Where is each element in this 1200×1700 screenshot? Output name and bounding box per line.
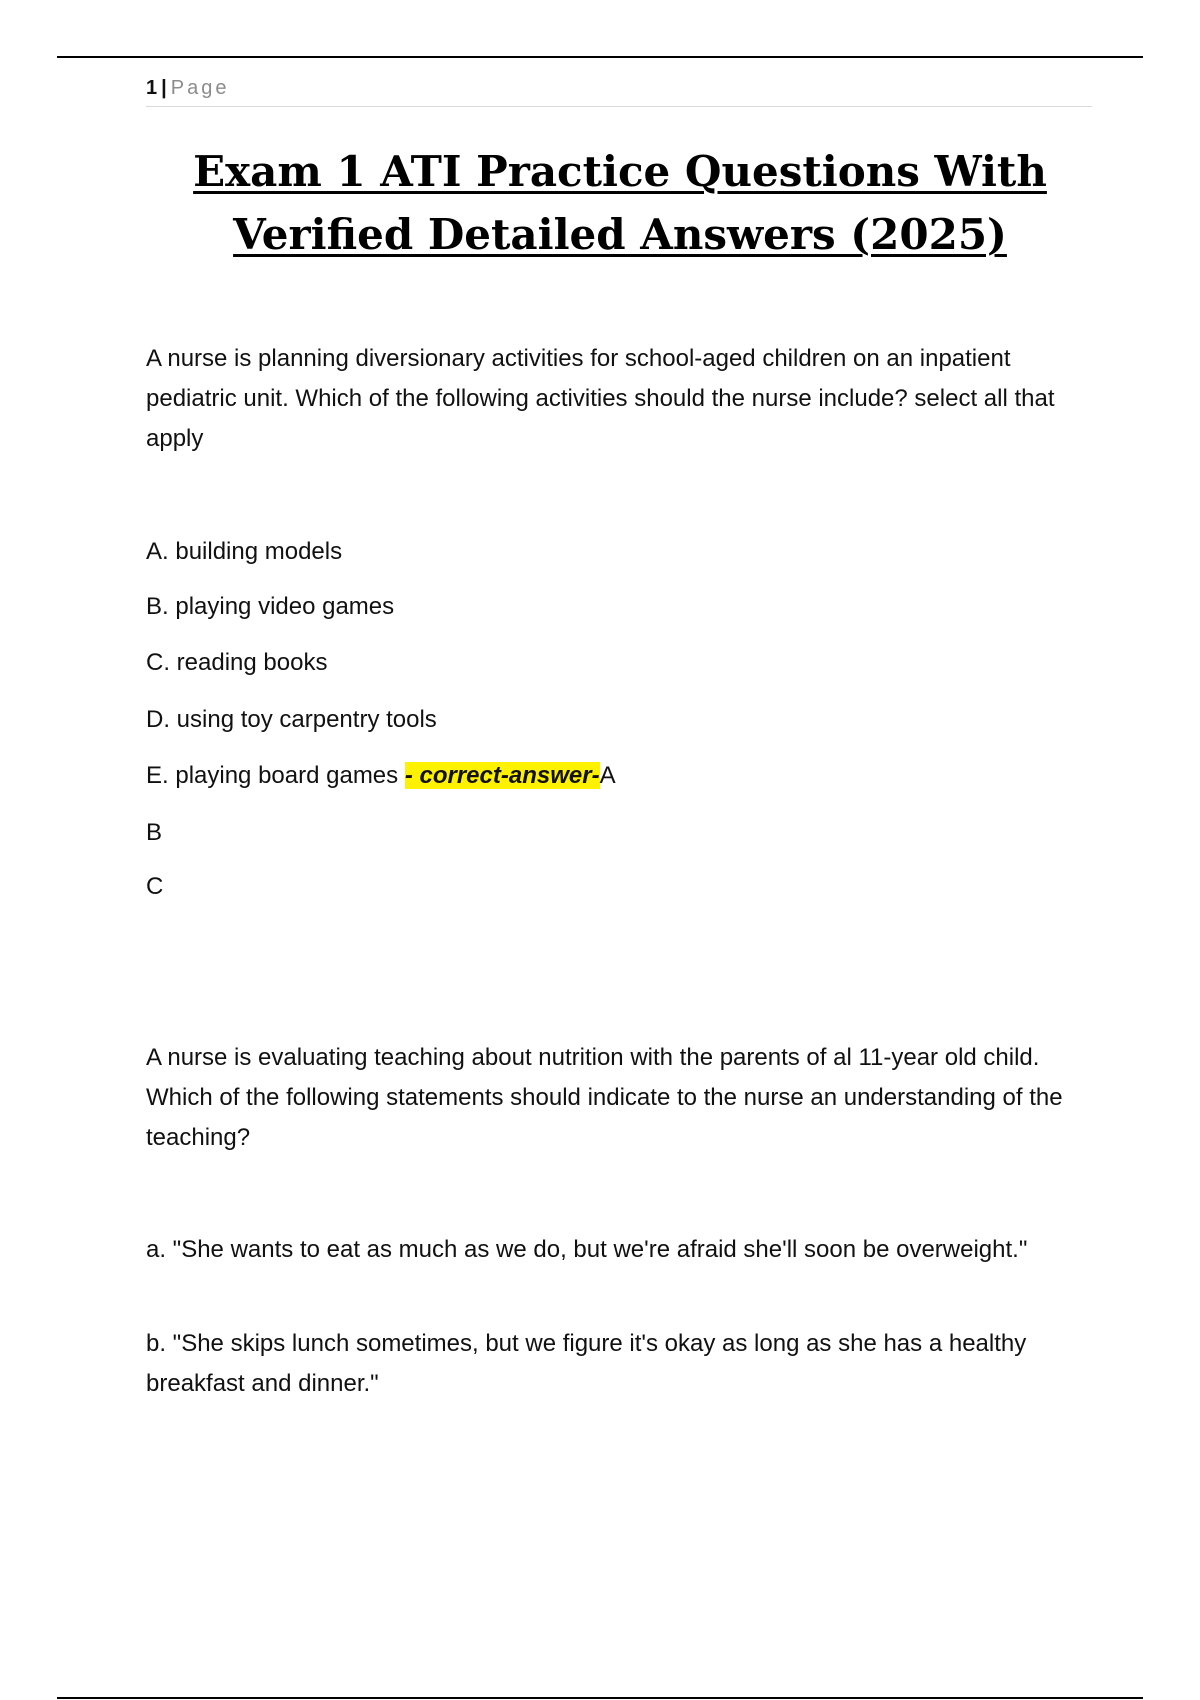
page-separator: |: [161, 77, 167, 99]
answer-2: B: [146, 819, 163, 846]
question-2-stem: A nurse is evaluating teaching about nutrition with the parents of al 11-year old child. Which of the following statements should indicate to the nurse an understanding of the teaching?: [146, 1044, 1063, 1151]
question-1-option-c: C. reading books: [146, 649, 328, 676]
option-e-text: E. playing board games: [146, 762, 405, 789]
top-rule: [57, 56, 1143, 58]
question-1-option-a: A. building models: [146, 538, 343, 565]
question-2-option-b: b. "She skips lunch sometimes, but we figure it's okay as long as she has a healthy breakfast and dinner.": [146, 1330, 1027, 1397]
question-2-option-a: a. "She wants to eat as much as we do, but we're afraid she'll soon be overweight.": [146, 1236, 1028, 1263]
answer-1: A: [599, 762, 616, 789]
question-1-option-d: D. using toy carpentry tools: [146, 706, 437, 733]
page-header: [146, 72, 1092, 107]
question-1-option-e: [146, 758, 616, 794]
answer-3: C: [146, 873, 164, 900]
question-1-option-b: B. playing video games: [146, 593, 395, 620]
page-number: 1: [146, 77, 158, 99]
question-1-stem: A nurse is planning diversionary activities for school-aged children on an inpatient pediatric unit. Which of the following activities should the nurse include? select all that apply: [146, 345, 1055, 452]
bottom-rule: [57, 1697, 1143, 1699]
correct-answer-marker: - correct-answer-: [404, 762, 600, 789]
document-title: Exam 1 ATI Practice Questions With Verified Detailed Answers (2025): [193, 147, 1047, 259]
page-label: Page: [170, 77, 230, 99]
